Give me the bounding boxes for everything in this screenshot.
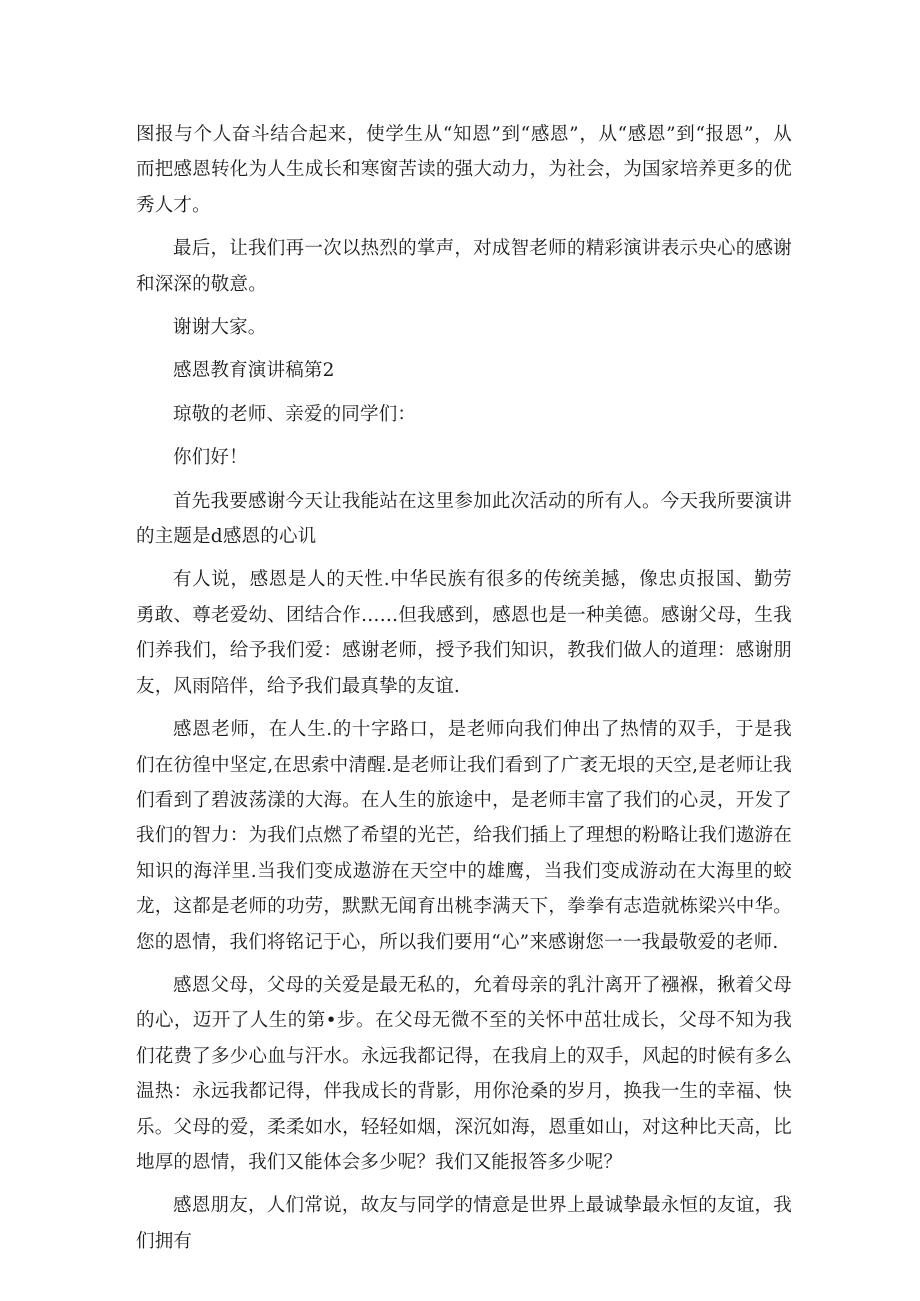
greeting: 你们好！ — [173, 447, 248, 469]
document-page — [136, 117, 792, 1259]
paragraph-2: 最后，让我们再一次以热烈的掌声，对成智老师的精彩演讲表示央心的感谢和深深的敬意。 — [136, 238, 792, 295]
paragraph-1: 图报与个人奋斗结合起来，使学生从“知恩”到“感恩”，从“感恩”到“报恩”，从而把感恩转化为人生成长和寒窗苦读的强大动力，为社会，为国家培养更多的优秀人才。 — [136, 124, 792, 216]
paragraph-9: 感恩老师，在人生.的十字路口，是老师向我们伸出了热情的双手，于是我们在彷徨中坚定,在思索中清醒.是老师让我们看到了广袤无垠的天空,是老师让我们看到了碧波荡漾的大海。在人生的旅途中，是老师丰富了我们的心灵，开发了我们的智力：为我们点燃了希望的光芒，给我们插上了理想的粉略让我们遨游在知识的海洋里.当我们变成遨游在天空中的雄鹰，当我们变成游动在大海里的蛟龙，这都是老师的功劳，默默无闻育出桃李满天下，拳拳有志造就栋梁兴中华。您的恩情，我们将铭记于心，所以我们要用“心”来感谢您一一我最敬爱的老师. — [136, 719, 792, 953]
paragraph-8: 有人说，感恩是人的天性.中华民族有很多的传统美撼，像忠贞报国、勤劳勇敢、尊老爱幼、团结合作……但我感到，感恩也是一种美德。感谢父母，生我们养我们，给予我们爱：感谢老师，授予我们知识，教我们做人的道理：感谢朋友，风雨陪伴，给予我们最真挚的友谊. — [136, 569, 792, 697]
section-heading: 感恩教育演讲稿第2 — [173, 360, 335, 382]
paragraph-10: 感恩父母，父母的关爱是最无私的，允着母亲的乳汁离开了襁褓，揪着父母的心，迈开了人生的第•步。在父母无微不至的关怀中茁壮成长，父母不知为我们花费了多少心血与汗水。永远我都记得，在我肩上的双手，风起的时候有多么温热：永远我都记得，伴我成长的背影，用你沧桑的岁月，换我一生的幸福、快乐。父母的爱，柔柔如水，轻轻如烟，深沉如海，恩重如山，对这种比天高，比地厚的恩情，我们又能体会多少呢？我们又能报答多少呢？ — [136, 974, 792, 1173]
paragraph-11: 感恩朋友，人们常说，故友与同学的情意是世界上最诚挚最永恒的友谊，我们拥有 — [136, 1195, 792, 1252]
paragraph-7: 首先我要感谢今天让我能站在这里参加此次活动的所有人。今天我所要演讲的主题是d感恩的心讥 — [136, 490, 792, 548]
salutation: 琼敬的老师、亲爱的同学们： — [173, 403, 417, 425]
paragraph-3: 谢谢大家。 — [173, 317, 267, 339]
